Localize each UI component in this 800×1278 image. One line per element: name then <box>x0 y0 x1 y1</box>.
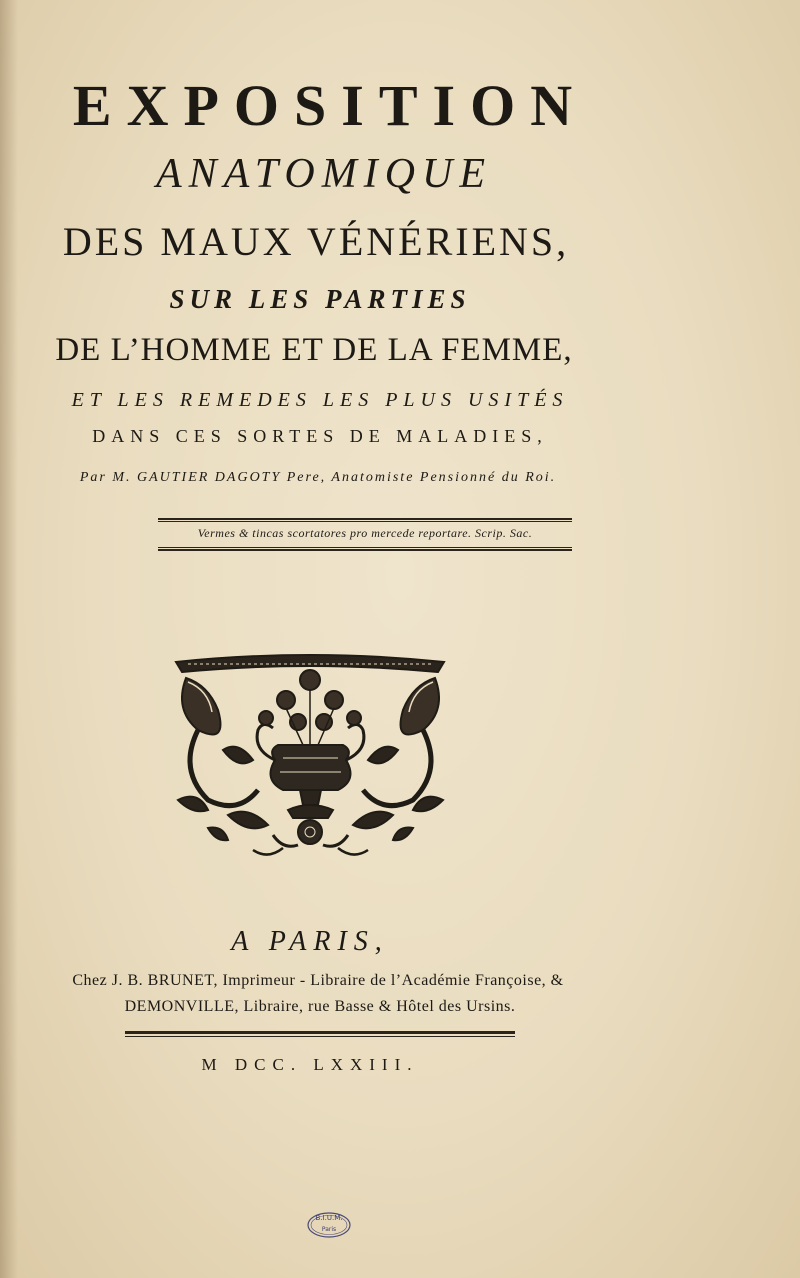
ornamental-urn-vignette-icon <box>168 650 453 865</box>
epigraph: Vermes & tincas scortatores pro mercede reportare. Scrip. Sac. <box>197 526 533 540</box>
epigraph-rule-bottom <box>158 549 572 551</box>
imprint-rule-thick <box>125 1031 515 1034</box>
imprint-publisher-line-2: DEMONVILLE, Libraire, rue Basse & Hôtel des Ursins. <box>124 998 516 1015</box>
stamp-text-line-2: Paris <box>321 1226 337 1233</box>
title-line-6: ET LES REMEDES LES PLUS USITÉS <box>71 389 569 411</box>
epigraph-rule-top-thin <box>158 521 572 522</box>
imprint-place: A PARIS, <box>231 926 389 957</box>
title-line-1: EXPOSITION <box>72 73 588 138</box>
epigraph-rule-bottom-thin <box>158 547 572 548</box>
title-line-2: ANATOMIQUE <box>156 151 492 197</box>
author-line: Par M. GAUTIER DAGOTY Pere, Anatomiste Pensionné du Roi. <box>79 470 557 485</box>
imprint-date: M DCC. LXXIII. <box>201 1055 419 1074</box>
title-line-4: SUR LES PARTIES <box>169 284 471 314</box>
title-line-5: DE L’HOMME ET DE LA FEMME, <box>55 332 573 368</box>
epigraph-rule-top <box>158 518 572 520</box>
stamp-text-line-1: B.I.U.M. <box>315 1214 343 1222</box>
title-line-3: DES MAUX VÉNÉRIENS, <box>62 219 570 264</box>
imprint-rule-thin <box>125 1036 515 1037</box>
imprint-publisher-line-1: Chez J. B. BRUNET, Imprimeur - Libraire de l’Académie Françoise, & <box>72 972 564 989</box>
title-line-7: DANS CES SORTES DE MALADIES, <box>92 426 548 446</box>
